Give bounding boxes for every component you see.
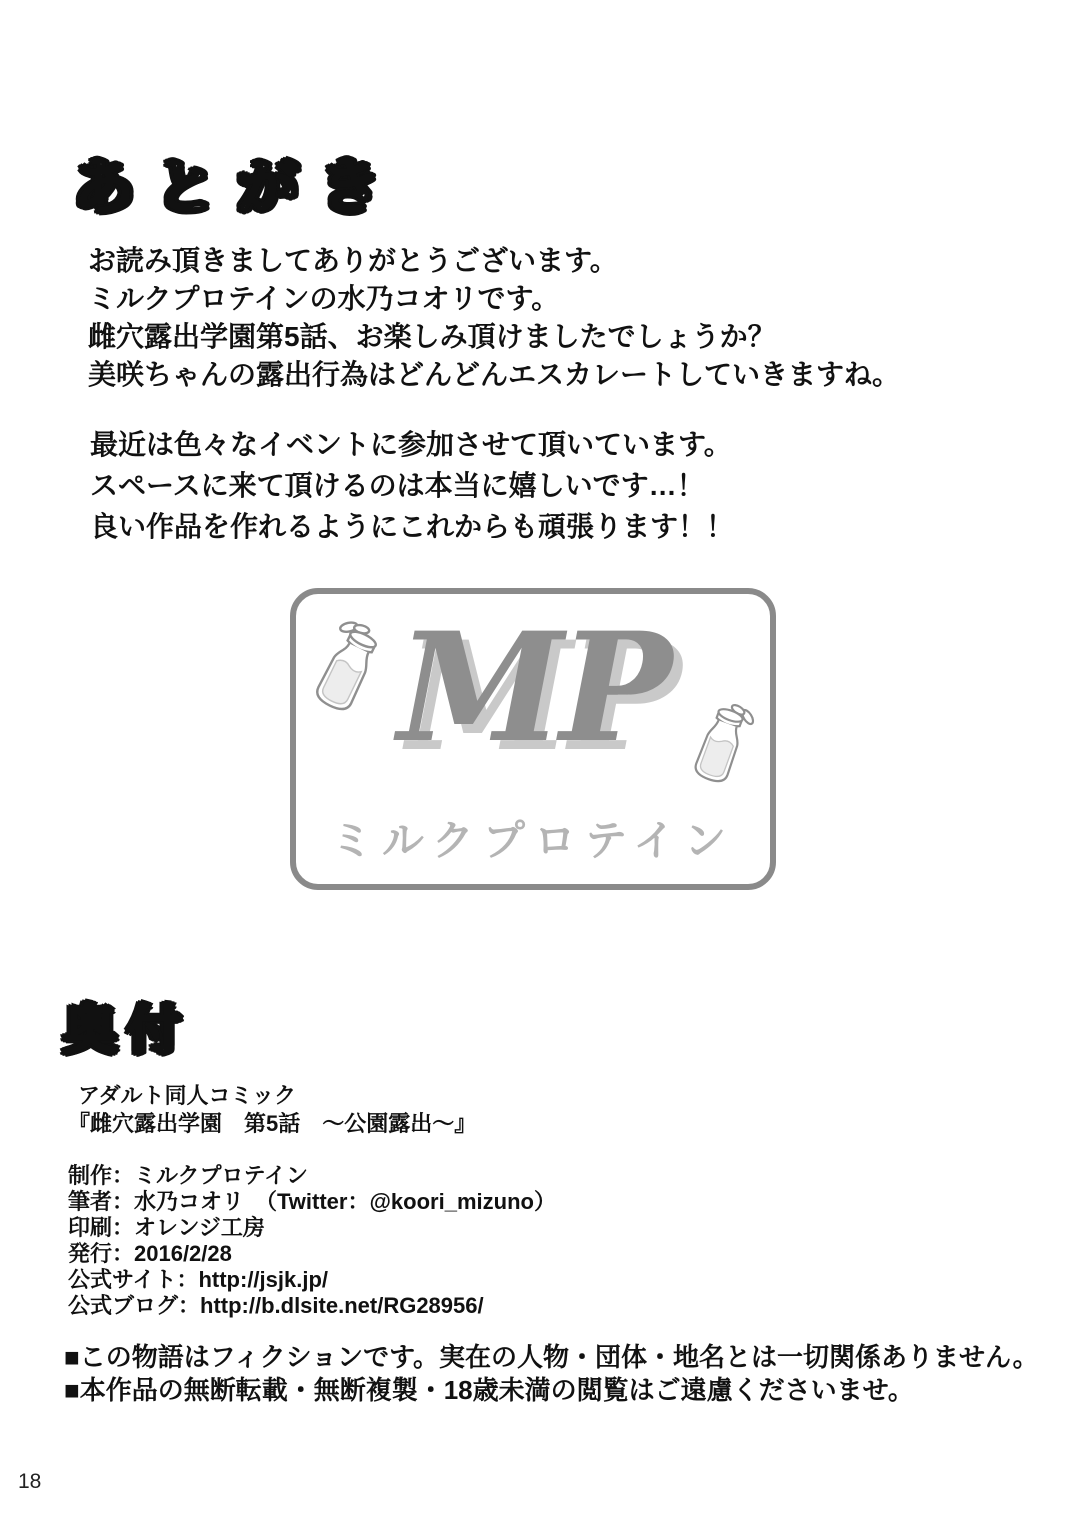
afterword-paragraph-1 — [88, 242, 900, 394]
colophon-book-title: 『雌穴露出学園 第5話 ～公園露出～』 — [68, 1111, 477, 1136]
colophon-detail-author: 筆者：水乃コオリ （Twitter：@koori_mizuno） — [68, 1189, 556, 1214]
circle-logo-box — [290, 588, 776, 890]
colophon-detail-production: 制作：ミルクプロテイン — [68, 1163, 309, 1188]
colophon-detail-official-site: 公式サイト：http://jsjk.jp/ — [68, 1267, 329, 1292]
colophon-details — [68, 1163, 556, 1319]
afterword-line: スペースに来て頂けるのは本当に嬉しいです…！ — [90, 470, 705, 501]
afterword-line: 最近は色々なイベントに参加させて頂いています。 — [90, 429, 732, 460]
afterword-line: 良い作品を作れるようにこれからも頑張ります！！ — [90, 511, 735, 542]
disclaimer-fiction: ■この物語はフィクションです。実在の人物・団体・地名とは一切関係ありません。 — [64, 1342, 1039, 1372]
logo-initials: MP — [397, 600, 669, 776]
afterword-line: 雌穴露出学園第5話、お楽しみ頂けましたでしょうか？ — [88, 321, 776, 352]
afterword-paragraph-2 — [90, 424, 734, 547]
afterword-line: お読み頂きましてありがとうございます。 — [88, 245, 618, 276]
colophon-category: アダルト同人コミック — [78, 1083, 297, 1108]
afterword-line: ミルクプロテインの水乃コオリです。 — [88, 283, 560, 314]
afterword-title: あとがき — [74, 154, 402, 221]
colophon-title: 奥付 — [64, 1002, 193, 1060]
logo-circle-name: ミルクプロテイン — [330, 817, 736, 864]
page-number: 18 — [18, 1470, 42, 1493]
colophon-detail-publication-date: 発行：2016/2/28 — [68, 1241, 232, 1266]
disclaimer-block — [64, 1341, 1039, 1407]
colophon-detail-printing: 印刷：オレンジ工房 — [68, 1215, 265, 1240]
colophon-heading — [68, 1082, 476, 1138]
afterword-line: 美咲ちゃんの露出行為はどんどんエスカレートしていきますね。 — [88, 359, 901, 390]
colophon-detail-official-blog: 公式ブログ：http://b.dlsite.net/RG28956/ — [68, 1293, 484, 1318]
disclaimer-copyright: ■本作品の無断転載・無断複製・18歳未満の閲覧はご遠慮くださいませ。 — [64, 1375, 914, 1405]
